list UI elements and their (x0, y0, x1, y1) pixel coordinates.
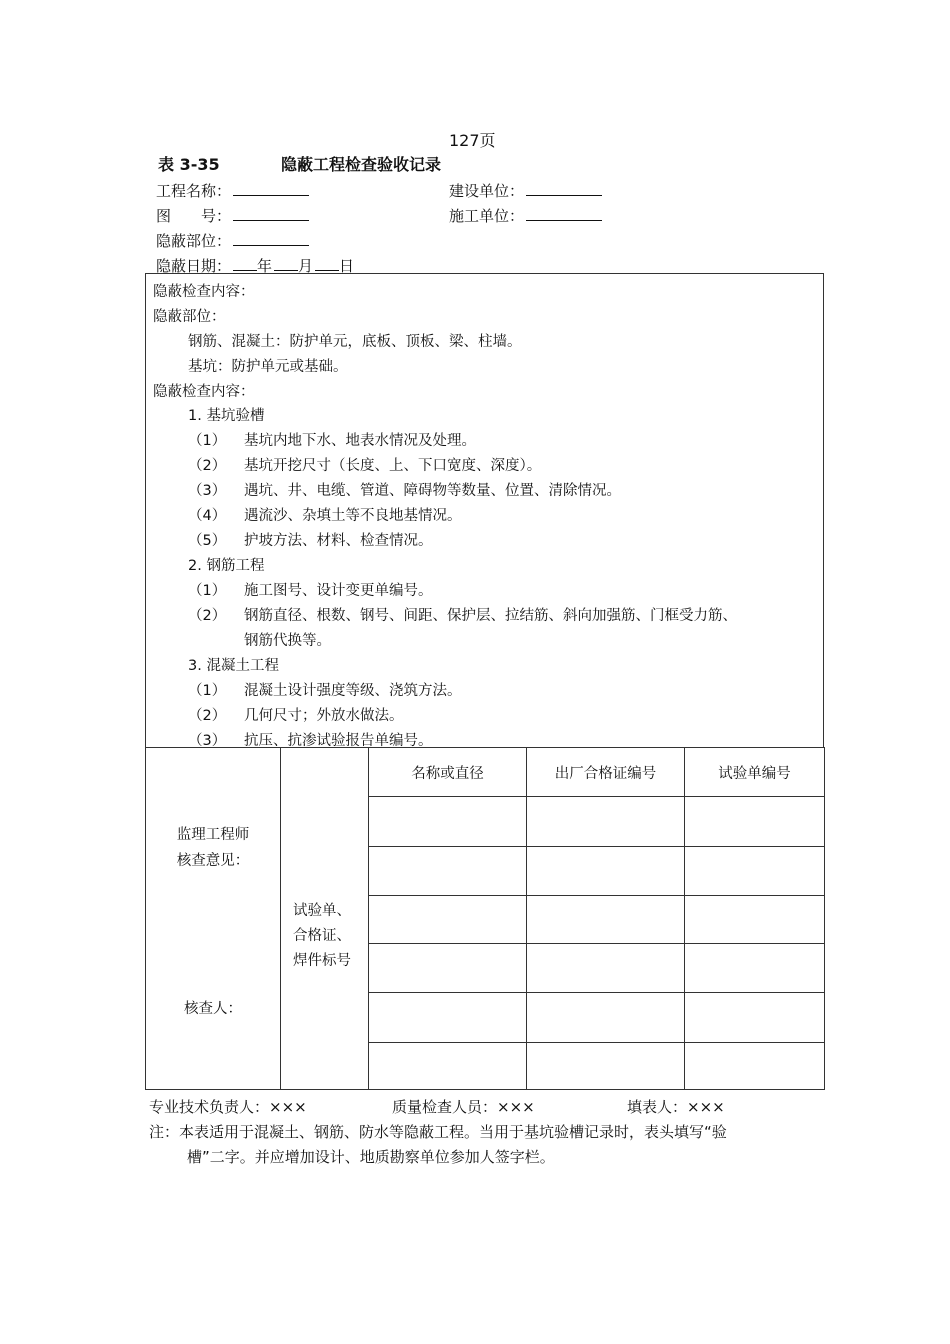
item-text: 混凝土设计强度等级、浇筑方法。 (244, 683, 462, 699)
project-name-field[interactable] (156, 180, 309, 201)
table-cell[interactable] (685, 797, 825, 846)
inspection-content-box (145, 273, 824, 748)
list-item (188, 504, 462, 525)
item-text: 钢筋直径、根数、钢号、间距、保护层、拉结筋、斜向加强筋、门框受力筋、 (244, 608, 737, 624)
project-name-label: 工程名称： (156, 182, 232, 200)
table-cell[interactable] (527, 1042, 685, 1089)
item-number: （3） (188, 733, 227, 749)
item-number: （5） (188, 533, 227, 549)
item-number: （1） (188, 683, 227, 699)
table-cell[interactable] (685, 846, 825, 895)
table-cell[interactable] (685, 944, 825, 993)
item-number: （2） (188, 458, 227, 474)
section-title: 2. 钢筋工程 (188, 558, 265, 574)
col-header-name: 名称或直径 (369, 748, 527, 797)
docs-label: 合格证、 (293, 928, 351, 944)
parts-item: 基坑：防护单元或基础。 (188, 359, 348, 375)
day-blank[interactable] (315, 255, 339, 271)
item-text-continued: 钢筋代换等。 (244, 633, 331, 649)
tech-lead-signature: 专业技术负责人：××× (149, 1098, 307, 1116)
list-item (188, 704, 404, 725)
filler-signature: 填表人：××× (627, 1098, 725, 1116)
supervisor-opinion-label: 核查意见： (176, 853, 250, 869)
table-cell[interactable] (527, 944, 685, 993)
item-text: 护坡方法、材料、检查情况。 (244, 533, 433, 549)
section-title: 3. 混凝土工程 (188, 658, 279, 674)
table-cell[interactable] (369, 895, 527, 943)
table-cell[interactable] (527, 993, 685, 1042)
project-name-blank[interactable] (233, 180, 309, 196)
page-number: 127页 (449, 131, 496, 150)
table-cell[interactable] (685, 1042, 825, 1089)
item-text: 基坑开挖尺寸（长度、上、下口宽度、深度）。 (244, 458, 542, 474)
item-number: （2） (188, 608, 227, 624)
note-line: 槽”二字。并应增加设计、地质勘察单位参加人签字栏。 (187, 1148, 555, 1166)
supervisor-label: 监理工程师 (176, 827, 250, 843)
hidden-part-blank[interactable] (233, 230, 309, 246)
item-number: （1） (188, 433, 227, 449)
year-label: 年 (257, 257, 273, 275)
table-cell[interactable] (527, 895, 685, 943)
month-blank[interactable] (274, 255, 298, 271)
docs-label: 试验单、 (293, 903, 351, 919)
col-header-cert: 出厂合格证编号 (527, 748, 685, 797)
item-text: 施工图号、设计变更单编号。 (244, 583, 433, 599)
list-item (188, 529, 433, 550)
item-number: （4） (188, 508, 227, 524)
item-text: 遇坑、井、电缆、管道、障碍物等数量、位置、清除情况。 (244, 483, 621, 499)
table-cell[interactable] (369, 993, 527, 1042)
documents-cell (281, 748, 369, 1090)
docs-label: 焊件标号 (293, 953, 351, 969)
items-label: 隐蔽检查内容： (153, 384, 255, 400)
hidden-part-label: 隐蔽部位： (156, 232, 232, 250)
builder-field[interactable] (449, 180, 602, 201)
list-item (188, 579, 433, 600)
list-item (188, 429, 476, 450)
parts-item: 钢筋、混凝土：防护单元，底板、顶板、梁、柱墙。 (188, 334, 522, 350)
item-number: （2） (188, 708, 227, 724)
table-cell[interactable] (685, 993, 825, 1042)
item-text: 遇流沙、杂填土等不良地基情况。 (244, 508, 462, 524)
supervisor-cell (146, 748, 281, 1090)
hidden-date-label: 隐蔽日期： (156, 257, 232, 275)
materials-table (145, 747, 825, 1090)
table-cell[interactable] (527, 797, 685, 846)
year-blank[interactable] (233, 255, 257, 271)
content-heading: 隐蔽检查内容： (153, 284, 255, 300)
quality-inspector-signature: 质量检查人员：××× (392, 1098, 535, 1116)
hidden-part-field[interactable] (156, 230, 309, 251)
drawing-no-field[interactable] (156, 205, 309, 226)
page-title: 隐蔽工程检查验收记录 (281, 155, 442, 174)
item-text: 几何尺寸；外放水做法。 (244, 708, 404, 724)
drawing-no-blank[interactable] (233, 205, 309, 221)
checker-label: 核查人： (184, 1001, 242, 1017)
list-item (188, 454, 541, 475)
builder-label: 建设单位： (449, 182, 525, 200)
table-number: 表 3-35 (158, 155, 220, 174)
month-label: 月 (298, 257, 314, 275)
builder-blank[interactable] (526, 180, 602, 196)
table-cell[interactable] (369, 846, 527, 895)
list-item (188, 679, 462, 700)
contractor-blank[interactable] (526, 205, 602, 221)
table-cell[interactable] (369, 797, 527, 846)
contractor-field[interactable] (449, 205, 602, 226)
table-cell[interactable] (369, 1042, 527, 1089)
item-number: （3） (188, 483, 227, 499)
table-cell[interactable] (685, 895, 825, 943)
drawing-no-label: 图 号： (156, 207, 232, 225)
note-line: 注：本表适用于混凝土、钢筋、防水等隐蔽工程。当用于基坑验槽记录时，表头填写“验 (149, 1123, 727, 1141)
item-number: （1） (188, 583, 227, 599)
list-item (188, 604, 737, 625)
contractor-label: 施工单位： (449, 207, 525, 225)
col-header-test: 试验单编号 (685, 748, 825, 797)
parts-label: 隐蔽部位： (153, 309, 226, 325)
section-title: 1. 基坑验槽 (188, 408, 265, 424)
table-cell[interactable] (527, 846, 685, 895)
list-item (188, 479, 621, 500)
item-text: 基坑内地下水、地表水情况及处理。 (244, 433, 476, 449)
day-label: 日 (339, 257, 355, 275)
table-cell[interactable] (369, 944, 527, 993)
item-text: 抗压、抗渗试验报告单编号。 (244, 733, 433, 749)
